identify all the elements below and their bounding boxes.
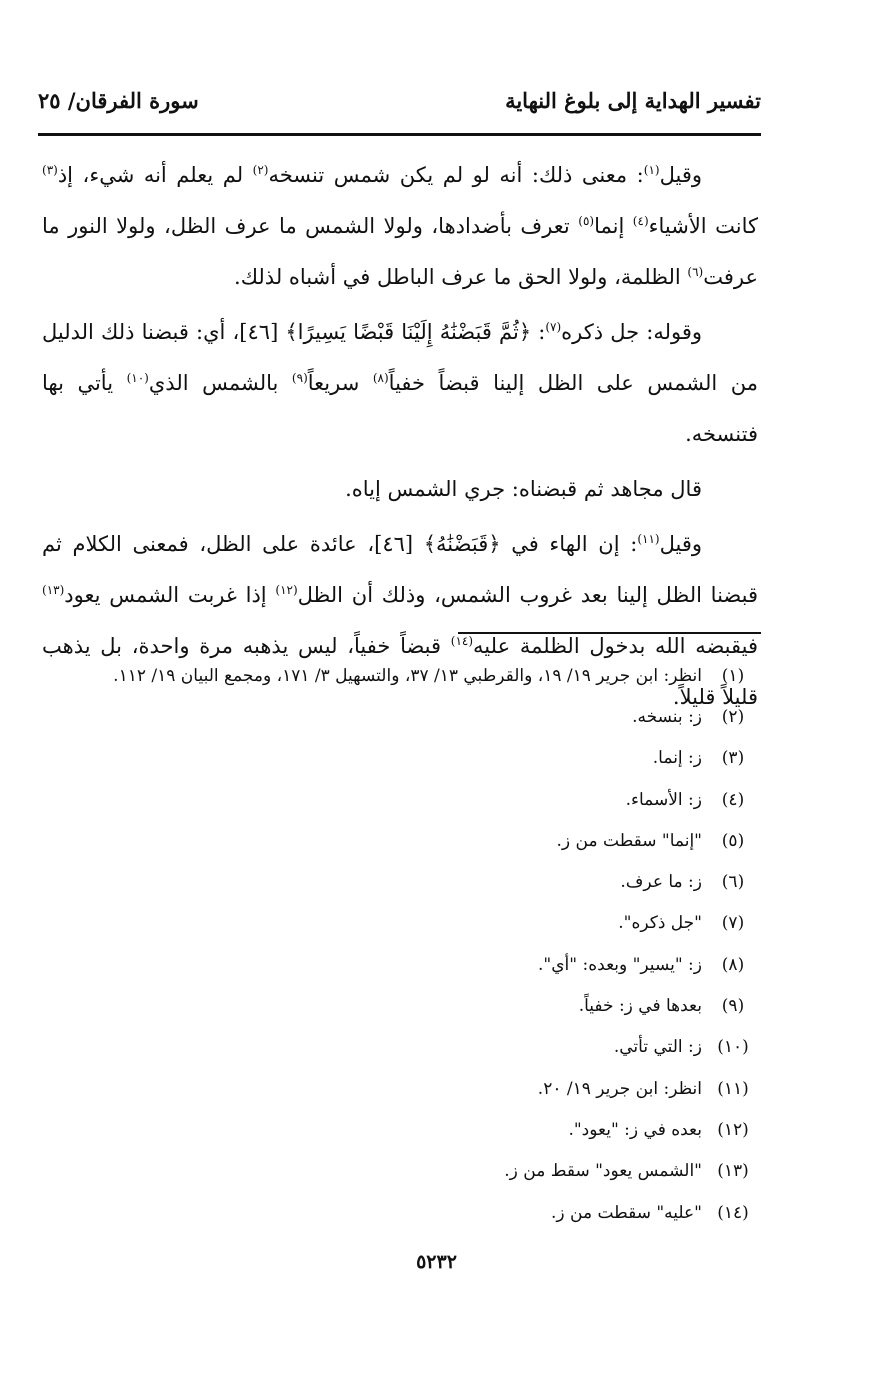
footnote-text: بعدها في ز: خفياً. [578, 996, 702, 1017]
footnote-10 [42, 1027, 758, 1068]
text-run: فيقبضه الله بدخول الظلمة عليه [473, 634, 758, 658]
footnote-number: (٦) [721, 872, 745, 893]
footnote-5 [42, 820, 758, 861]
book-title: تفسير الهداية إلى بلوغ النهاية [505, 88, 761, 113]
paragraph-1 [42, 150, 758, 303]
footnote-ref-12: (١٢) [275, 583, 298, 597]
footnote-7 [42, 903, 758, 944]
footnote-text: ز: الأسماء. [625, 789, 702, 810]
footnotes [42, 655, 758, 1233]
text-run: سريعاً [307, 371, 373, 395]
footnote-ref-4: (٤) [632, 214, 649, 228]
text-run: : ﴿ثُمَّ قَبَضْنَٰهُ إِلَيْنَا قَبْضًا يَسِيرًا﴾ [٤٦]، أي: قبضنا ذلك الدليل من الشمس على الظل إلينا قبضاً خفياً [42, 320, 758, 395]
footnote-1 [42, 655, 758, 696]
footnote-number: (٥) [721, 830, 745, 851]
footnote-4 [42, 779, 758, 820]
page-number: ٥٢٣٢ [416, 1251, 457, 1273]
footnote-ref-5: (٥) [578, 214, 595, 228]
footnote-number: (٤) [721, 789, 745, 810]
paragraph-3: قال مجاهد ثم قبضناه: جري الشمس إياه. [345, 477, 702, 501]
text-run: : إن الهاء في ﴿قَبَضْنَٰهُ﴾ [٤٦]، عائدة على الظل، فمعنى الكلام ثم قبضنا الظل إلينا بعد غروب الشمس، وذلك أن الظل [42, 532, 758, 607]
footnote-ref-10: (١٠) [126, 371, 149, 385]
footnote-12 [42, 1109, 758, 1150]
text-run: تعرف بأضدادها، ولولا الشمس ما عرف الظل، ولولا النور ما عرفت [42, 214, 758, 289]
text-run: إنما [594, 214, 633, 238]
text-run: قبضاً خفياً، ليس يذهبه مرة واحدة، بل يذهب قليلاً قليلاً. [42, 634, 758, 709]
footnote-number: (٧) [721, 913, 745, 934]
header-divider [38, 133, 761, 136]
footnote-text: ز: ما عرف. [620, 872, 702, 893]
footnote-ref-1: (١) [643, 163, 660, 177]
footnote-number: (١٠) [717, 1037, 749, 1058]
running-header [38, 82, 761, 126]
text-run: : معنى ذلك: أنه لو لم يكن شمس تنسخه [268, 163, 644, 187]
text-run: إذا غربت الشمس يعود [64, 583, 276, 607]
footnote-9 [42, 985, 758, 1026]
text-run: لم يعلم أنه شيء، إذ [57, 163, 253, 187]
footnote-ref-11: (١١) [637, 532, 660, 546]
footnote-text: انظر: ابن جرير ١٩/ ٢٠. [537, 1078, 702, 1099]
text-run: الظلمة، ولولا الحق ما عرف الباطل في أشباه لذلك. [234, 265, 688, 289]
footnote-number: (١١) [717, 1078, 749, 1099]
text-run: وقيل [659, 163, 703, 187]
text-run: كانت الأشياء [648, 214, 758, 238]
footnote-text: ز: بنسخه. [632, 706, 702, 727]
main-text [42, 150, 758, 727]
footnote-number: (٣) [721, 748, 745, 769]
footnote-number: (١٤) [717, 1202, 749, 1223]
text-run: وقيل [659, 532, 702, 556]
footnote-text: انظر: ابن جرير ١٩/ ١٩، والقرطبي ١٣/ ٣٧، والتسهيل ٣/ ١٧١، ومجمع البيان ١٩/ ١١٢. [113, 665, 702, 686]
footnote-text: "إنما" سقطت من ز. [556, 830, 702, 851]
footnote-ref-9: (٩) [291, 371, 308, 385]
footnote-text: "عليه" سقطت من ز. [550, 1202, 702, 1223]
footnote-13 [42, 1151, 758, 1192]
footnote-number: (٨) [721, 954, 745, 975]
text-run: بالشمس الذي [148, 371, 292, 395]
footnote-ref-2: (٢) [252, 163, 269, 177]
footnote-ref-13: (١٣) [42, 583, 65, 597]
footnote-ref-8: (٨) [372, 371, 389, 385]
footnote-14 [42, 1192, 758, 1233]
footnote-text: بعده في ز: "يعود". [568, 1119, 702, 1140]
footnote-text: "جل ذكره". [618, 913, 702, 934]
footnote-ref-3: (٣) [42, 163, 58, 177]
footnote-text: ز: إنما. [652, 748, 702, 769]
paragraph-2 [42, 307, 758, 460]
text-run: يأتي بها فتنسخه. [42, 371, 758, 446]
footnote-text: "الشمس يعود" سقط من ز. [504, 1161, 702, 1182]
footnote-text: ز: "يسير" وبعده: "أي". [538, 954, 702, 975]
footnote-6 [42, 861, 758, 902]
surah-label: سورة الفرقان/ ٢٥ [38, 88, 199, 113]
footnote-text: ز: التي تأتي. [613, 1037, 702, 1058]
footnote-number: (١) [721, 665, 745, 686]
footnote-3 [42, 738, 758, 779]
text-run: وقوله: جل ذكره [561, 320, 703, 344]
footnote-number: (٩) [721, 996, 745, 1017]
footnote-ref-6: (٦) [687, 265, 704, 279]
footnote-ref-14: (١٤) [450, 634, 474, 648]
footnote-divider [458, 632, 761, 634]
footnote-number: (١٣) [717, 1161, 749, 1182]
footnote-number: (٢) [721, 706, 745, 727]
footnote-number: (١٢) [717, 1119, 749, 1140]
footnote-8 [42, 944, 758, 985]
footnote-2 [42, 696, 758, 737]
footnote-11 [42, 1068, 758, 1109]
footnote-ref-7: (٧) [545, 320, 562, 334]
